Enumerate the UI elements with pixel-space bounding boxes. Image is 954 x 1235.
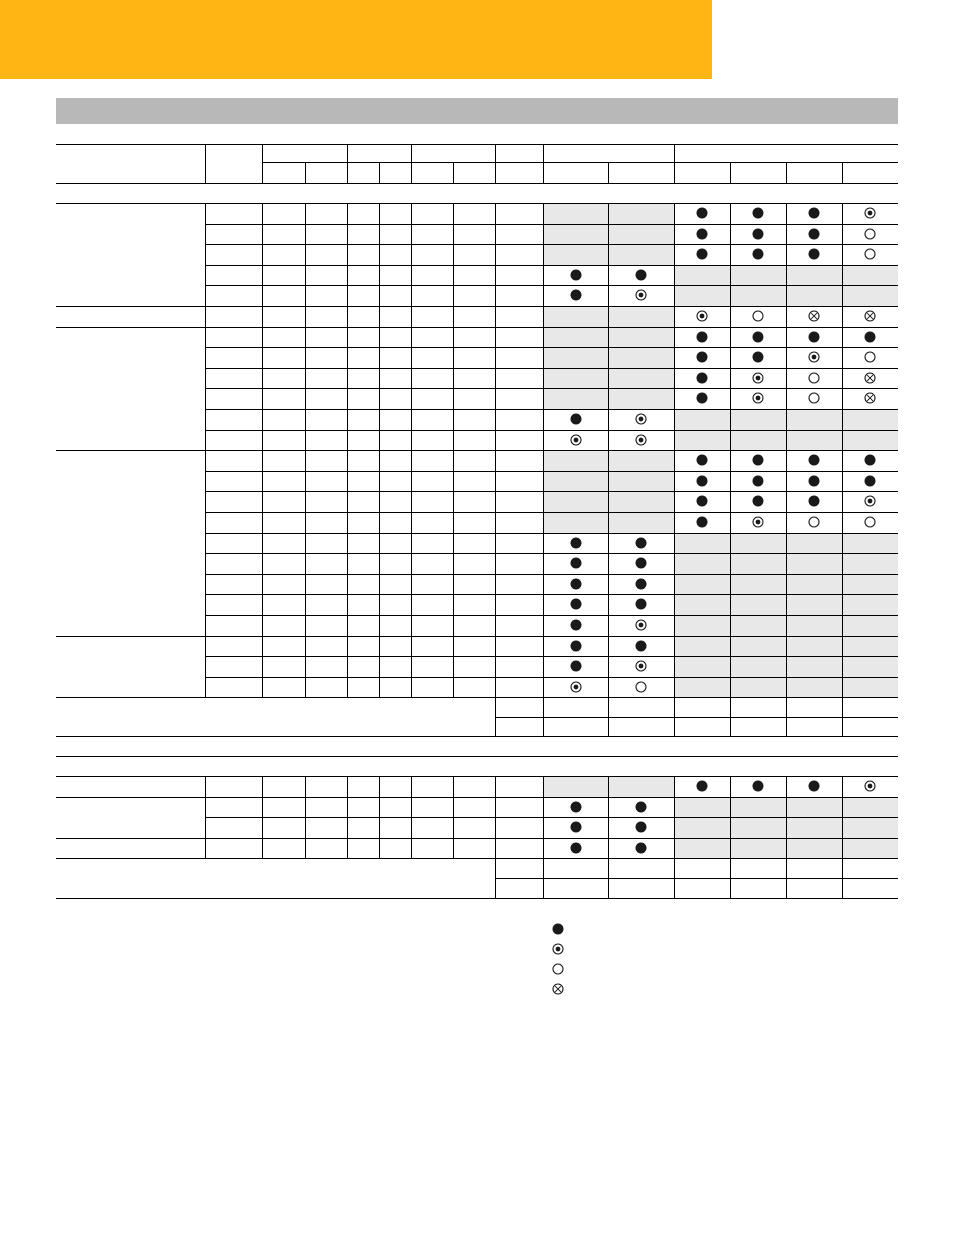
filled-circle-icon <box>551 922 565 936</box>
crossed-circle-icon <box>551 982 565 996</box>
open-circle-icon <box>551 962 565 976</box>
dot-circle-icon <box>551 942 565 956</box>
